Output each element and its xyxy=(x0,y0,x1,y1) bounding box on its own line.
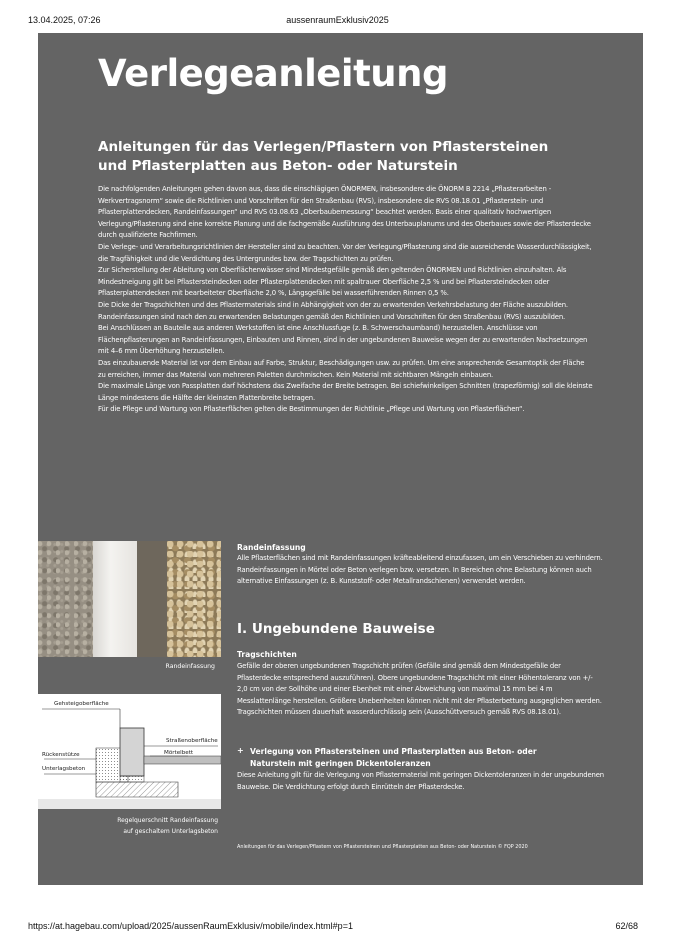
photo-curb-stone xyxy=(93,541,137,657)
intro-text xyxy=(98,184,593,416)
intro-paragraph: Für die Pflege und Wartung von Pflasterflächen gelten die Bestimmungen der Richtlinie „Pflege und Wartung von Pflasterflächen“. xyxy=(98,405,525,414)
intro-paragraph: Das einzubauende Material ist vor dem Einbau auf Farbe, Struktur, Beschädigungen usw. zu prüfen. Um eine ansprechende Gesamtoptik der Fläche zu erreichen, immer das Material von mehreren Paletten durchmischen. Kein Material mit sichtbaren Mängeln einbauen. xyxy=(98,358,585,379)
diagram-caption-line: Regelquerschnitt Randeinfassung xyxy=(117,817,218,824)
tragschichten-heading: Tragschichten xyxy=(237,650,297,659)
print-page-number: 62/68 xyxy=(615,921,638,931)
section-heading: I. Ungebundene Bauweise xyxy=(237,621,435,637)
curb-stone-shape xyxy=(120,728,144,776)
photo-gravel-area xyxy=(38,541,93,657)
bullet-heading: Verlegung von Pflastersteinen und Pflasterplatten aus Beton- oder Naturstein mit geringen Dickentoleranzen xyxy=(250,747,537,768)
randeinfassung-heading: Randeinfassung xyxy=(237,543,306,552)
print-url: https://at.hagebau.com/upload/2025/aussenRaumExklusiv/mobile/index.html#p=1 xyxy=(28,921,353,931)
base-layer xyxy=(38,799,221,809)
randeinfassung-photo xyxy=(38,541,221,657)
page-footnote: Anleitungen für das Verlegen/Pflastern von Pflastersteinen und Pflasterplatten aus Beton- oder Naturstein © FQP 2020 xyxy=(237,844,528,850)
diagram-caption xyxy=(100,815,218,837)
intro-paragraph: Bei Anschlüssen an Bauteile aus anderen Werkstoffen ist eine Anschlussfuge (z. B. Schwerschaumband) herzustellen. Anschlüsse von Flächenpflasterungen an Randeinfassungen, Einbauten und Rinnen, sind in der ungebundenen Bauweise wegen der zu erwartenden Nachsetzungen mit 4–6 mm Überhöhung herzustellen. xyxy=(98,324,588,356)
road-surface-shape xyxy=(144,756,221,764)
label-rueckenstuetze: Rückenstütze xyxy=(42,752,80,758)
intro-paragraph: Zur Sicherstellung der Ableitung von Oberflächenwässer sind Mindestgefälle gemäß den geltenden ÖNORMEN und Richtlinien einzuhalten. Als Mindestneigung gilt bei Pflastersteindecken oder Pflasterplattendecken mit spaltrauer Oberfläche 2,5 % und bei Pflastersteindecken oder Pflasterplattendecken mit bearbeiteter Oberfläche 2,0 %, Längsgefälle bei wasserführenden Rinnen 0,5 %. xyxy=(98,266,567,298)
page-title: Verlegeanleitung xyxy=(98,52,448,95)
photo-soil-strip xyxy=(137,541,167,657)
print-doc-title: aussenraumExklusiv2025 xyxy=(286,15,389,25)
intro-paragraph: Die maximale Länge von Passplatten darf höchstens das Zweifache der Breite betragen. Bei schiefwinkeligen Schnitten (trapezförmig) soll die kleinste Länge mindestens die Hälfte der kleinsten Plattenbreite betragen. xyxy=(98,382,593,402)
label-strassenoberflaeche: Straßenoberfläche xyxy=(166,738,218,744)
label-gehsteigoberflaeche: Gehsteigoberfläche xyxy=(54,701,109,707)
label-unterlagsbeton: Unterlagsbeton xyxy=(42,766,86,772)
unterlagsbeton-shape xyxy=(96,782,178,797)
bullet-text: Diese Anleitung gilt für die Verlegung von Pflastermaterial mit geringen Dickentoleranzen in der ungebundenen Bauweise. Die Verdichtung erfolgt durch Einrütteln der Pflasterdecke. xyxy=(237,771,604,791)
bullet-plus-icon: + xyxy=(237,746,244,755)
randeinfassung-text: Alle Pflasterflächen sind mit Randeinfassungen kräfteableitend einzufassen, um ein Verschieben zu verhindern. Randeinfassungen in Mörtel oder Beton verlegen bzw. versetzen. In Bereichen ohne Belastung können auch alternative Einfassungen (z. B. Kunststoff- oder Metallrandschienen) verwendet werden. xyxy=(237,554,603,586)
cross-section-diagram xyxy=(38,694,221,809)
photo-caption: Randeinfassung xyxy=(165,663,215,670)
intro-paragraph: Die Verlege- und Verarbeitungsrichtlinien der Hersteller sind zu beachten. Vor der Verlegung/Pflasterung sind die ausreichende Wasserdurchlässigkeit, die Tragfähigkeit und die Verdichtung des Untergrundes bzw. der Tragschichten zu prüfen. xyxy=(98,242,592,263)
photo-pebble-area xyxy=(167,541,221,657)
intro-paragraph: Die nachfolgenden Anleitungen gehen davon aus, dass die einschlägigen ÖNORMEN, insbesondere die ÖNORM B 2214 „Pflasterarbeiten - Werkvertragsnorm“ sowie die Richtlinien und Vorschriften für den Straßenbau (RVS), insbesondere die RVS 08.18.01 „Pflasterstein- und Pflasterplattendecken, Randeinfassungen“ und RVS 03.08.63 „Oberbaubemessung“ beachtet werden. Basis einer qualitativ hochwertigen Verlegung/Pflasterung sind eine korrekte Planung und die fachgemäße Ausführung des Unterbauplanums und des Oberbaues sowie der Pflasterdecke durch qualifizierte Fachfirmen. xyxy=(98,185,591,240)
page-subtitle: Anleitungen für das Verlegen/Pflastern von Pflastersteinen und Pflasterplatten aus Beton- oder Naturstein xyxy=(98,139,549,174)
diagram-caption-line: auf geschaltem Unterlagsbeton xyxy=(123,828,218,835)
intro-paragraph: Die Dicke der Tragschichten und des Pflastermaterials sind in Abhängigkeit von der zu erwartenden Verkehrsbelastung der Fläche auszubilden. Randeinfassungen sind nach den zu erwartenden Belastungen gemäß den Richtlinien und Vorschriften für den Straßenbau (RVS) auszubilden. xyxy=(98,300,568,321)
moertelbett-shape xyxy=(120,776,144,782)
print-datetime: 13.04.2025, 07:26 xyxy=(28,15,101,25)
tragschichten-text: Gefälle der oberen ungebundenen Tragschicht prüfen (Gefälle sind gemäß dem Mindestgefälle der Pflasterdecke entsprechend auszuführen). Obere ungebundene Tragschicht mit einer Höhentoleranz von +/- 2,0 cm von der Sollhöhe und einer Ebenheit mit einer Abweichung von maximal 15 mm bei 4 m Messlattenlänge herstellen. Größere Unebenheiten können nicht mit der Pflasterbettung ausgeglichen werden. Tragschichten müssen dauerhaft wasserdurchlässig sein (Ausschüttversuch gemäß RVS 08.18.01). xyxy=(237,662,602,717)
label-moertelbett: Mörtelbett xyxy=(164,750,194,756)
